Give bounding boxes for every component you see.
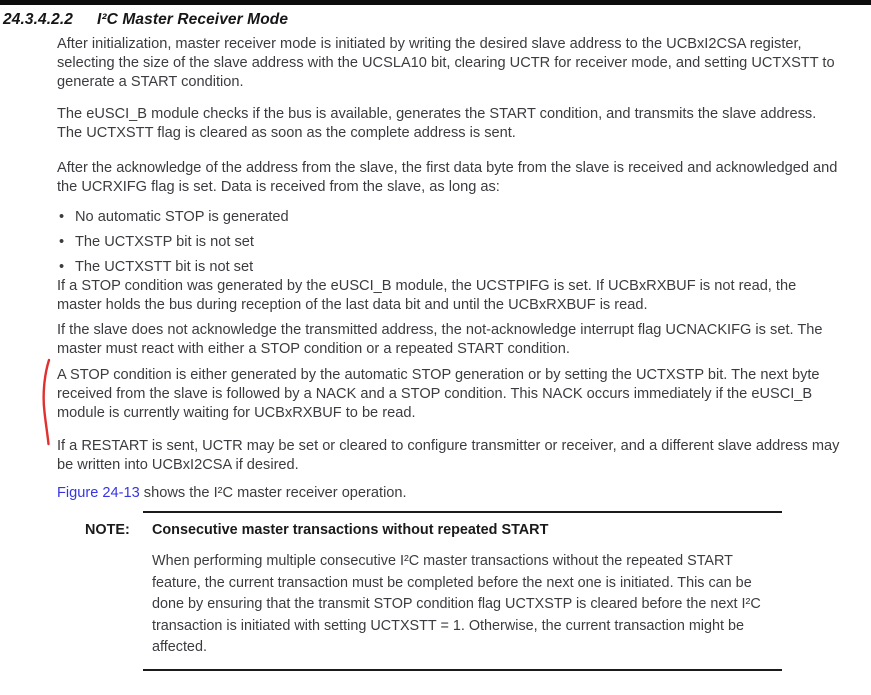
section-heading [3, 11, 288, 29]
paragraph: If a STOP condition was generated by the eUSCI_B module, the UCSTPIFG is set. If UCBxRXBUF is not read, the master holds the bus during reception of the last data bit and until the UCBxRXBUF is read. [57, 278, 797, 313]
note-content [143, 511, 782, 671]
bullet-text: The UCTXSTT bit is not set [75, 259, 254, 275]
bullet-icon: • [59, 259, 65, 275]
section-title: I²C Master Receiver Mode [97, 11, 289, 28]
note-label: NOTE: [85, 522, 130, 538]
revision-change-bar [41, 358, 53, 446]
bullet-item [57, 233, 843, 252]
note-heading: Consecutive master transactions without repeated START [152, 522, 549, 538]
figure-reference-text: shows the I²C master receiver operation. [139, 485, 407, 501]
figure-link[interactable]: Figure 24-13 [57, 485, 140, 501]
bullet-item [57, 208, 843, 227]
bullet-icon: • [59, 209, 65, 225]
page-top-rule [0, 0, 871, 5]
paragraph: The eUSCI_B module checks if the bus is available, generates the START condition, and transmits the slave address. The UCTXSTT flag is cleared as soon as the complete address is sent. [57, 106, 817, 141]
paragraph: If the slave does not acknowledge the transmitted address, the not-acknowledge interrupt flag UCNACKIFG is set. The master must react with either a STOP condition or a repeated START condition. [57, 322, 823, 357]
paragraph: After the acknowledge of the address from the slave, the first data byte from the slave is received and acknowledged and the UCRXIFG flag is set. Data is received from the slave, as long as: [57, 160, 838, 195]
section-body [57, 35, 843, 516]
bullet-list [57, 208, 843, 277]
bullet-item [57, 258, 843, 277]
note-box [85, 511, 781, 671]
paragraph: After initialization, master receiver mode is initiated by writing the desired slave address to the UCBxI2CSA register, selecting the size of the slave address with the UCSLA10 bit, clearing UCTR for receiver mode, and setting UCTXSTT to generate a START condition. [57, 36, 835, 90]
paragraph-changed: A STOP condition is either generated by the automatic STOP generation or by setting the UCTXSTP bit. The next byte received from the slave is followed by a NACK and a STOP condition. This NACK occurs immediately if the eUSCI_B module is currently waiting for UCBxRXBUF to be read. [57, 367, 820, 421]
bullet-text: The UCTXSTP bit is not set [75, 234, 254, 250]
bullet-icon: • [59, 234, 65, 250]
section-number: 24.3.4.2.2 [3, 11, 73, 28]
paragraph: If a RESTART is sent, UCTR may be set or cleared to configure transmitter or receiver, and a different slave address may be written into UCBxI2CSA if desired. [57, 438, 840, 473]
figure-reference-line [57, 484, 843, 503]
note-body: When performing multiple consecutive I²C master transactions without the repeated START feature, the current transaction must be completed before the next one is initiated. This can be done by ensuring that the transmit STOP condition flag UCTXSTP is cleared before the next I²C transaction is initiated with setting UCTXSTT = 1. Otherwise, the current transaction might be affected. [152, 553, 761, 655]
bullet-text: No automatic STOP is generated [75, 209, 289, 225]
